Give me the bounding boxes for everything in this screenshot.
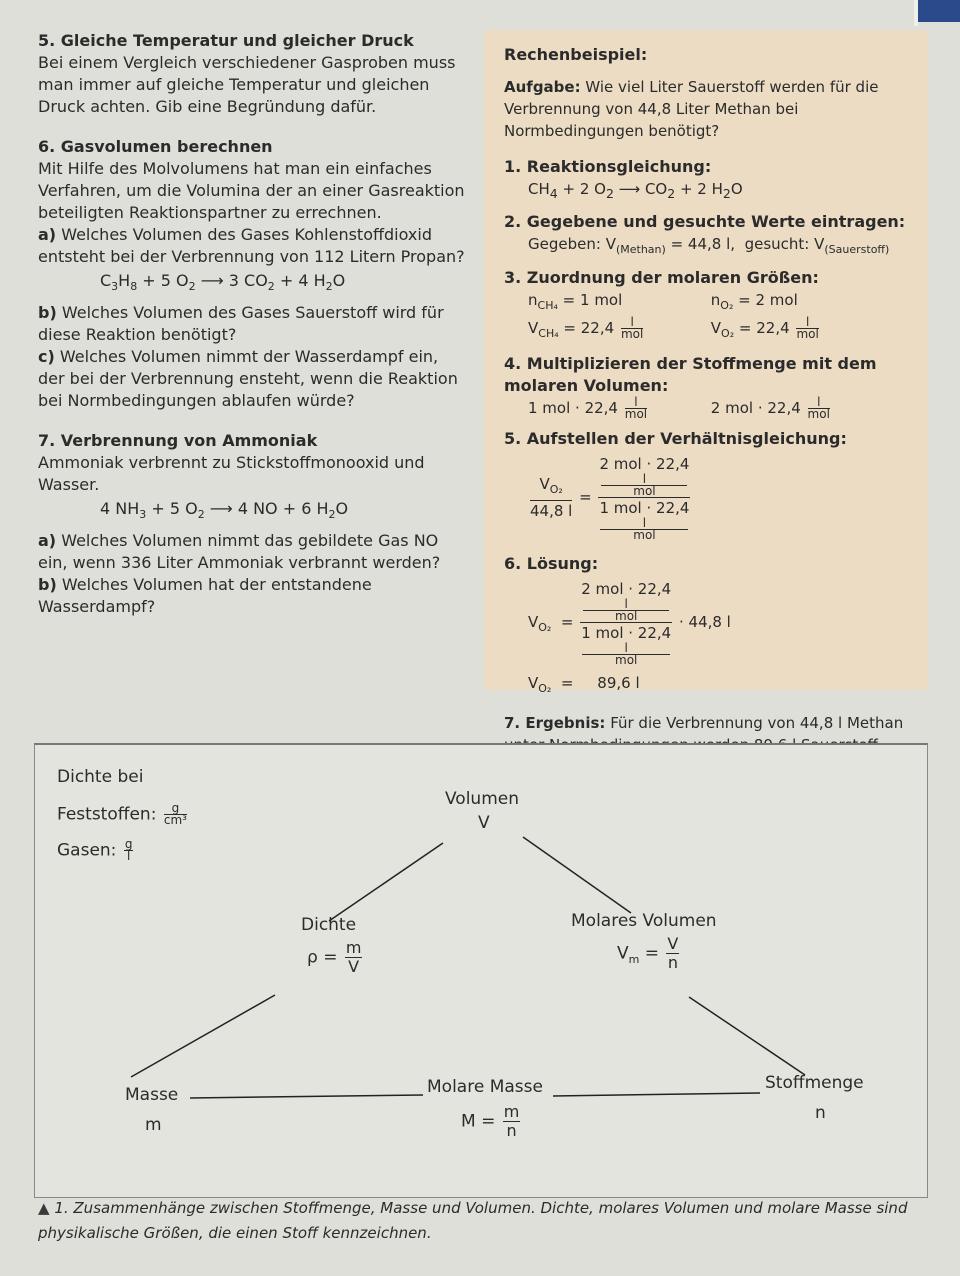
relationship-diagram — [34, 743, 928, 1198]
given-values: Gegeben: $V_{(Methan)} = 44,8$ l, gesucht: $V_{(Sauerstoff)}$ — [528, 235, 890, 256]
molar-amounts: $n_{CH_4} = 1$ mol $n_{O_2} = 2$ mol — [528, 291, 798, 312]
step-5: 5. Aufstellen der Verhältnisgleichung: — [504, 429, 847, 448]
molvol-formula: $V_m$ = $\frac{V}{n}$ — [617, 934, 679, 972]
section-5-title: 5. Gleiche Temperatur und gleicher Druck — [38, 31, 414, 50]
page-edge-tab — [918, 0, 960, 22]
node-volumen-symbol: V — [478, 813, 490, 833]
step-1: 1. Reaktionsgleichung: — [504, 157, 712, 176]
section-6-question-b: b) Welches Volumen des Gases Sauerstoff wird für diese Reaktion benötigt? — [38, 303, 444, 345]
section-7-text: Ammoniak verbrennt zu Stickstoffmonooxid und Wasser. — [38, 453, 425, 495]
figure-caption: ▲ 1. Zusammenhänge zwischen Stoffmenge, Masse und Volumen. Dichte, molares Volumen und molare Masse sind physikalische Größen, die einen Stoff kennzeichnen. — [38, 1199, 908, 1242]
line-masse-molmasse — [190, 1095, 423, 1098]
step-3: 3. Zuordnung der molaren Größen: — [504, 268, 819, 287]
node-stoffmenge-symbol: n — [815, 1103, 826, 1123]
methane-equation: $CH_4 + 2$ $O_2$ ⟶ $CO_2 + 2$ $H_2O$ — [528, 180, 743, 201]
dichte-formula: ρ = $\frac{m}{V}$ — [307, 938, 362, 976]
propane-equation: $C_3H_8 + 5$ $O_2$ ⟶ 3 $CO_2 + 4$ $H_2O$ — [100, 271, 346, 294]
molmasse-formula: M = $\frac{m}{n}$ — [461, 1102, 520, 1140]
molar-volumes: $V_{CH_4} = 22,4$ $\frac{l}{\text{mol}}$ $V_{O_2} = 22,4$ $\frac{l}{\text{mol}}$ — [528, 315, 819, 341]
density-gases: Gasen: $\frac{g}{l}$ — [57, 837, 133, 863]
section-6-question-c: c) Welches Volumen nimmt der Wasserdampf ein, der bei der Verbrennung ensteht, wenn die Reaktion bei Normbedingungen ablaufen würde? — [38, 347, 458, 411]
section-6-title: 6. Gasvolumen berechnen — [38, 137, 273, 156]
multiplication: 1 mol · 22,4 $\frac{l}{\text{mol}}$ 2 mol · 22,4 $\frac{l}{\text{mol}}$ — [528, 395, 830, 421]
section-7-question-a: a) Welches Volumen nimmt das gebildete Gas NO ein, wenn 336 Liter Ammoniak verbrannt werden? — [38, 531, 441, 573]
step-2: 2. Gegebene und gesuchte Werte eintragen: — [504, 212, 906, 231]
node-molares-volumen: Molares Volumen — [571, 911, 717, 931]
section-7-question-b: b) Welches Volumen hat der entstandene Wasserdampf? — [38, 575, 372, 617]
line-volumen-dichte — [329, 843, 443, 921]
line-dichte-masse — [131, 995, 275, 1077]
node-masse-symbol: m — [145, 1115, 162, 1135]
section-6-text: Mit Hilfe des Molvolumens hat man ein einfaches Verfahren, um die Volumina der an einer Gasreaktion beteiligten Reaktionspartner zu errechnen. — [38, 159, 465, 222]
section-5-text: Bei einem Vergleich verschiedener Gasproben muss man immer auf gleiche Temperatur und gleichen Druck achten. Gib eine Begründung dafür. — [38, 53, 456, 116]
density-solids: Feststoffen: $\frac{g}{\text{cm³}}$ — [57, 801, 187, 827]
density-legend-title: Dichte bei — [57, 767, 144, 787]
page-edge-strip — [914, 0, 918, 26]
worked-example-box — [484, 30, 928, 732]
node-molare-masse: Molare Masse — [427, 1077, 543, 1097]
example-task: Aufgabe: Wie viel Liter Sauerstoff werden für die Verbrennung von 44,8 Liter Methan bei Normbedingungen benötigt? — [504, 78, 879, 140]
line-molmasse-stoffmenge — [553, 1093, 760, 1096]
solution-result: $V_{O_2}$ = 89,6 l — [528, 674, 640, 695]
ammonia-equation: 4 $NH_3 + 5$ $O_2$ ⟶ 4 NO + 6 $H_2O$ — [100, 499, 349, 522]
solution-equation: $V_{O_2}$ = 2 mol · 22,4 l mol 1 mol · 22,4 l mol · 44,8 l — [528, 580, 731, 667]
node-masse: Masse — [125, 1085, 179, 1105]
line-molvol-stoffmenge — [689, 997, 805, 1075]
exercise-column — [38, 30, 468, 618]
caption-triangle-icon: ▲ — [38, 1199, 50, 1217]
step-7-result: 7. Ergebnis: Für die Verbrennung von 44,8 l Methan — [504, 714, 904, 732]
section-7-title: 7. Verbrennung von Ammoniak — [38, 431, 318, 451]
node-stoffmenge: Stoffmenge — [765, 1073, 864, 1093]
line-volumen-molvol — [523, 837, 631, 913]
ratio-equation: $\frac{V_{O_2}}{44,8 l}$ = 2 mol · 22,4 l mol 1 mol · 22,4 l mol — [530, 455, 690, 542]
section-6-question-a: a) Welches Volumen des Gases Kohlenstoffdioxid entsteht bei der Verbrennung von 112 Litern Propan? — [38, 225, 465, 266]
step-6: 6. Lösung: — [504, 554, 599, 573]
node-volumen: Volumen — [445, 789, 520, 809]
example-title: Rechenbeispiel: — [504, 45, 648, 64]
node-dichte: Dichte — [301, 915, 357, 935]
step-4: 4. Multiplizieren der Stoffmenge mit dem molaren Volumen: — [504, 354, 877, 395]
